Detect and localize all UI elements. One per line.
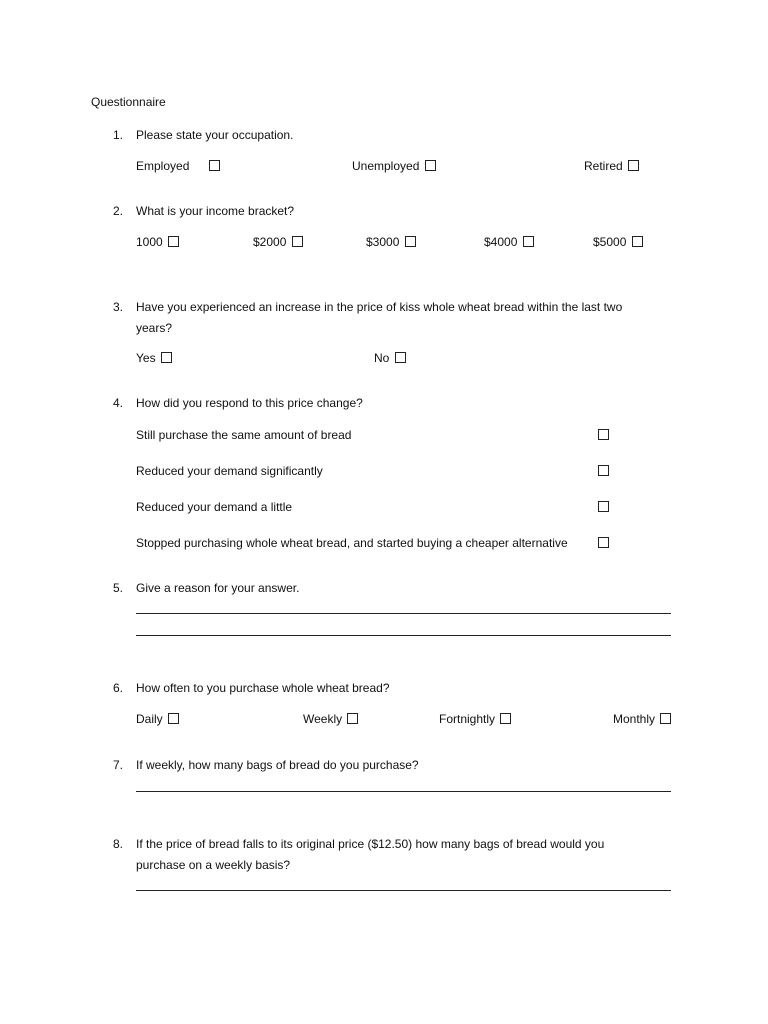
option-label: Daily (136, 712, 163, 726)
option-income-3000 (366, 234, 416, 250)
checkbox-unemployed[interactable] (425, 160, 436, 171)
option-label: Fortnightly (439, 712, 496, 726)
question-5-text: Give a reason for your answer. (136, 581, 300, 595)
option-label: $2000 (253, 235, 287, 249)
option-label: Weekly (303, 712, 343, 726)
answer-line-7[interactable] (136, 791, 671, 792)
option-label: $3000 (366, 235, 400, 249)
option-income-1000 (136, 234, 179, 250)
option-label: $5000 (593, 235, 627, 249)
checkbox-weekly[interactable] (347, 713, 358, 724)
checkbox-no[interactable] (395, 352, 406, 363)
option-label: No (374, 351, 390, 365)
checkbox-stopped-purchasing[interactable] (598, 537, 609, 548)
option-weekly (303, 711, 358, 727)
option-label: Yes (136, 351, 156, 365)
question-1-number: 1. (113, 128, 124, 142)
option-label: $4000 (484, 235, 518, 249)
question-3-number: 3. (113, 300, 124, 314)
option-monthly (613, 711, 671, 727)
option-yes (136, 350, 172, 366)
option-no (374, 350, 406, 366)
question-6-text: How often to you purchase whole wheat bread? (136, 681, 390, 695)
question-4-text: How did you respond to this price change? (136, 396, 363, 410)
questionnaire-title: Questionnaire (91, 95, 166, 109)
option-reduced-significantly: Reduced your demand significantly (136, 464, 323, 478)
option-label: 1000 (136, 235, 163, 249)
question-4-number: 4. (113, 396, 124, 410)
option-label: Unemployed (352, 159, 420, 173)
question-3-text-line1: Have you experienced an increase in the price of kiss whole wheat bread within the last two (136, 300, 623, 314)
option-fortnightly (439, 711, 511, 727)
option-same-amount: Still purchase the same amount of bread (136, 428, 352, 442)
checkbox-reduced-little[interactable] (598, 501, 609, 512)
answer-line-5b[interactable] (136, 635, 671, 636)
question-8-text-line1: If the price of bread falls to its original price ($12.50) how many bags of bread would you (136, 837, 605, 851)
checkbox-income-5000[interactable] (632, 236, 643, 247)
checkbox-retired[interactable] (628, 160, 639, 171)
checkbox-same-amount[interactable] (598, 429, 609, 440)
question-5-number: 5. (113, 581, 124, 595)
option-label: Employed (136, 159, 190, 173)
option-stopped-purchasing: Stopped purchasing whole wheat bread, and started buying a cheaper alternative (136, 536, 568, 550)
option-income-4000 (484, 234, 534, 250)
question-8-number: 8. (113, 837, 124, 851)
checkbox-income-4000[interactable] (523, 236, 534, 247)
question-1-text: Please state your occupation. (136, 128, 294, 142)
checkbox-employed[interactable] (209, 160, 220, 171)
option-daily (136, 711, 179, 727)
checkbox-monthly[interactable] (660, 713, 671, 724)
checkbox-daily[interactable] (168, 713, 179, 724)
option-reduced-little: Reduced your demand a little (136, 500, 293, 514)
checkbox-income-2000[interactable] (292, 236, 303, 247)
option-retired (584, 158, 639, 174)
option-employed (136, 158, 220, 174)
checkbox-income-1000[interactable] (168, 236, 179, 247)
checkbox-income-3000[interactable] (405, 236, 416, 247)
option-label: Monthly (613, 712, 656, 726)
checkbox-fortnightly[interactable] (500, 713, 511, 724)
option-label: Retired (584, 159, 623, 173)
option-income-5000 (593, 234, 643, 250)
checkbox-reduced-significantly[interactable] (598, 465, 609, 476)
question-2-number: 2. (113, 204, 124, 218)
answer-line-8[interactable] (136, 890, 671, 891)
checkbox-yes[interactable] (161, 352, 172, 363)
question-8-text-line2: purchase on a weekly basis? (136, 858, 291, 872)
question-7-text: If weekly, how many bags of bread do you purchase? (136, 758, 419, 772)
question-2-text: What is your income bracket? (136, 204, 295, 218)
option-unemployed (352, 158, 436, 174)
question-3-text-line2: years? (136, 321, 173, 335)
question-6-number: 6. (113, 681, 124, 695)
option-income-2000 (253, 234, 303, 250)
question-7-number: 7. (113, 758, 124, 772)
answer-line-5a[interactable] (136, 613, 671, 614)
